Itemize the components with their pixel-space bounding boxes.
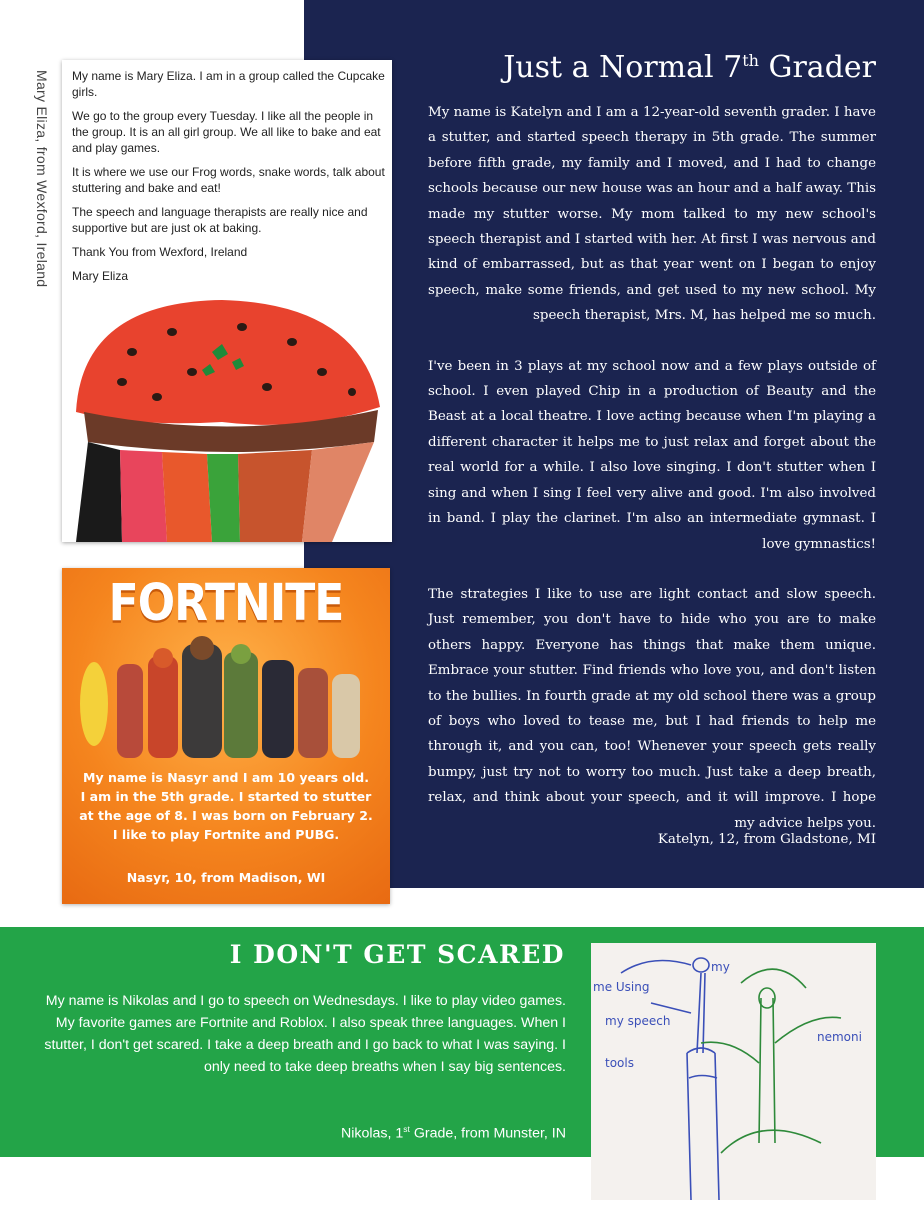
story-title: Just a Normal 7th Grader — [503, 50, 876, 85]
story-paragraph: The strategies I like to use are light contact and slow speech. Just remember, you don't have to hide who you are to make others happy. Everyone has things that make them unique. Embrace your stutter. Find friends who love you, and don't listen to the bullies. In fourth grade at my old school there was a group of boys who loved to tease me, but I had friends to help me through it, and you can, too! Whenever your speech gets really bumpy, just try not to worry too much. Just take a deep breath, relax, and think about your speech, and it will improve. I hope my advice helps you. — [428, 586, 876, 831]
fortnite-signature: Nasyr, 10, from Madison, WI — [126, 870, 326, 885]
fortnite-logo: FORTNITE — [108, 574, 344, 633]
letter-paragraph: We go to the group every Tuesday. I like all the people in the group. It is an all girl group. We all like to bake and eat and play games. — [72, 109, 381, 155]
drawing-word: tools — [605, 1056, 634, 1070]
story-paragraph: I've been in 3 plays at my school now and a few plays outside of school. I even played Chip in a production of Beauty and the Beast at a local theatre. I love acting because when I'm playing a different character it helps me to just relax and forget about the real world for a while. I also love singing. I don't stutter when I sing and when I sing I feel very alive and good. I'm also involved in band. I play the clarinet. I'm also an intermediate gymnast. I love gymnastics! — [428, 358, 876, 552]
nikolas-signature: Nikolas, 1st Grade, from Munster, IN — [340, 1124, 566, 1142]
drawing-word: nemoni — [817, 1030, 862, 1044]
letter-text — [72, 68, 388, 292]
fortnite-card — [62, 568, 390, 904]
letter-paragraph: Mary Eliza — [72, 269, 129, 283]
cupcake-drawing — [62, 292, 392, 542]
nikolas-text: My name is Nikolas and I go to speech on Wednesdays. I like to play video games. My favorite games are Fortnite and Roblox. I also speak three languages. When I stutter, I don't get scared. I take a deep breath and I go back to what I was saying. I only need to take deep breaths when I say big sentences. — [44, 993, 566, 1075]
drawing-sketch — [591, 943, 876, 1200]
letter-paragraph: It is where we use our Frog words, snake words, talk about stuttering and bake and eat! — [72, 165, 385, 195]
child-drawing — [591, 943, 876, 1200]
letter-paragraph: The speech and language therapists are really nice and supportive but are just ok at baking. — [72, 205, 368, 235]
story-paragraph: My name is Katelyn and I am a 12-year-old seventh grader. I have a stutter, and started speech therapy in 5th grade. The summer before fifth grade, my family and I moved, and I had to change schools because our new house was an hour and a half away. This made my stutter worse. My mom talked to my new school's speech therapist and I started with her. At first I was nervous and kind of embarrassed, but as that year went on I began to enjoy speech, make some friends, and get used to my new school. My speech therapist, Mrs. M, has helped me so much. — [428, 105, 876, 324]
drawing-word: my speech — [605, 1014, 671, 1028]
fortnite-line: I am in the 5th grade. I started to stutter — [80, 789, 372, 804]
sidebar-caption: Mary Eliza, from Wexford, Ireland — [34, 70, 50, 288]
fortnite-line: at the age of 8. I was born on February 2. — [79, 808, 373, 823]
drawing-word: my — [711, 960, 730, 974]
story-body — [428, 100, 876, 861]
fortnite-line: I like to play Fortnite and PUBG. — [112, 827, 340, 842]
game-characters-image — [62, 634, 390, 758]
letter-paragraph: My name is Mary Eliza. I am in a group called the Cupcake girls. — [72, 69, 385, 99]
letter-paragraph: Thank You from Wexford, Ireland — [72, 245, 248, 259]
fortnite-text — [62, 768, 390, 844]
story-signature: Katelyn, 12, from Gladstone, MI — [657, 832, 876, 847]
letter-card — [62, 60, 392, 542]
section-title: I DON'T GET SCARED — [229, 940, 565, 969]
fortnite-line: My name is Nasyr and I am 10 years old. — [83, 770, 369, 785]
drawing-word: me Using — [593, 980, 650, 994]
